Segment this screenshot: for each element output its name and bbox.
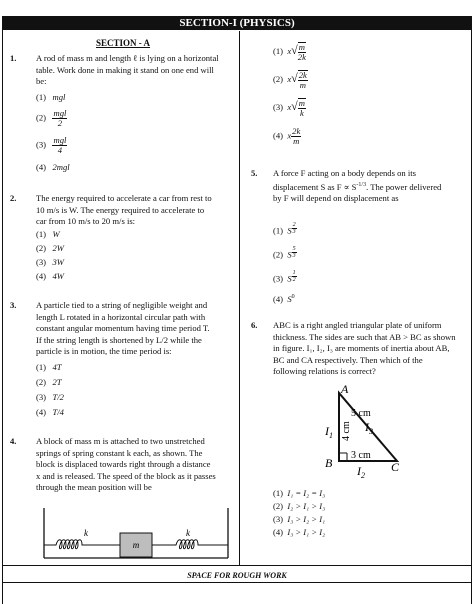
q5-line: by F will depend on displacement as — [273, 192, 399, 203]
q3-number: 3. — [10, 300, 17, 310]
q1-line: table. Work done in making it stand on one end will — [36, 64, 214, 75]
q3-line: length L rotated in a horizontal circular path with — [36, 311, 206, 322]
q5-option-4[interactable]: (4) $S^0$ — [273, 293, 295, 304]
frame-right — [471, 16, 472, 604]
q1-text — [36, 53, 219, 88]
triangle-diagram — [305, 383, 415, 483]
section-header: SECTION-I (PHYSICS) — [2, 16, 472, 30]
q1-option-3[interactable]: (3) $\frac{\text{mgl}}{4}$ — [36, 135, 67, 155]
i2-label: $I_2$ — [357, 464, 365, 480]
q4-line: through the mean position will be — [36, 482, 152, 492]
q6-option-2[interactable]: (2) I₂ > I₁ > I₃ — [273, 501, 326, 511]
q6-line: in figure. I₁, I₂, I₃ are moments of inertia about AB, — [273, 343, 450, 353]
q4-line: block is displaced towards right through a distance — [36, 459, 211, 469]
section-label: SECTION - A — [96, 38, 151, 48]
side-ac-label: 5 cm — [351, 408, 371, 419]
spring-right-label: k — [186, 528, 190, 538]
q3-option-4[interactable]: (4) T/4 — [36, 407, 64, 417]
i1-label: $I_1$ — [325, 424, 333, 440]
q2-option-1[interactable]: (1) W — [36, 229, 60, 239]
q4-text — [36, 436, 216, 494]
q3-line: particle is in motion, the time period is: — [36, 346, 172, 356]
footer-rule-bottom — [2, 582, 472, 583]
frame-left — [2, 16, 3, 604]
q2-line: The energy required to accelerate a car from rest to — [36, 193, 212, 203]
q3-line: A particle tied to a string of negligible weight and — [36, 300, 208, 310]
q3-option-2[interactable]: (2) 2T — [36, 377, 62, 387]
footer-rule-top — [2, 565, 472, 566]
column-divider — [239, 31, 240, 565]
q5-line: displacement S as $F \propto S^{-1/3}$. The power delivered — [273, 181, 442, 192]
q6-option-4[interactable]: (4) I₃ > I₁ > I₂ — [273, 527, 326, 537]
q4-line: springs of spring constant k each, as shown. The — [36, 447, 203, 458]
q6-line: following relations is correct? — [273, 366, 376, 376]
q2-line: car from 10 m/s to 20 m/s is: — [36, 216, 136, 226]
q3-option-1[interactable]: (1) 4T — [36, 362, 62, 372]
q2-number: 2. — [10, 193, 17, 203]
q5-option-3[interactable]: (3) S $^{\frac{1}{2}}$ — [273, 270, 296, 284]
block-mass-label: m — [132, 540, 140, 550]
q4-option-1[interactable]: (1) x√ $\frac{m}{2k}$ — [273, 42, 306, 62]
q2-line: 10 m/s is W. The energy required to accelerate to — [36, 204, 205, 215]
vertex-a-label: A — [341, 383, 349, 396]
q6-option-3[interactable]: (3) I₃ > I₂ > I₁ — [273, 514, 326, 524]
side-bc-label: 3 cm — [351, 450, 371, 461]
q4-option-2[interactable]: (2) x√ $\frac{2k}{m}$ — [273, 70, 307, 90]
q6-line: thickness. The sides are such that AB > BC as shown — [273, 331, 456, 342]
q2-text — [36, 193, 212, 228]
q1-number: 1. — [10, 53, 17, 63]
vertex-b-label: B — [325, 456, 333, 470]
q2-option-3[interactable]: (3) 3W — [36, 257, 64, 267]
q3-line: If the string length is shortened by L/2 while the — [36, 334, 202, 345]
side-ab-label: 4 cm — [341, 421, 352, 441]
q3-line: constant angular momentum having time period T. — [36, 323, 210, 333]
q3-option-3[interactable]: (3) T/2 — [36, 392, 64, 402]
q6-number: 6. — [251, 320, 258, 330]
q6-line: BC and CA respectively. Then which of the — [273, 354, 423, 365]
q6-option-1[interactable]: (1) I₁ = I₂ = I₃ — [273, 488, 326, 498]
q1-option-4[interactable]: (4) 2mgl — [36, 162, 70, 172]
q2-option-4[interactable]: (4) 4W — [36, 271, 64, 281]
spring-left-label: k — [84, 528, 88, 538]
q6-line: ABC is a right angled triangular plate of uniform — [273, 320, 442, 330]
spring-block-diagram — [36, 500, 236, 560]
q5-option-2[interactable]: (2) S $^{\frac{5}{3}}$ — [273, 246, 296, 260]
q1-line: A rod of mass m and length ℓ is lying on a horizontal — [36, 53, 219, 63]
q2-option-2[interactable]: (2) 2W — [36, 243, 64, 253]
q5-text — [273, 168, 441, 204]
q5-number: 5. — [251, 168, 258, 178]
q3-text — [36, 300, 210, 358]
q4-number: 4. — [10, 436, 17, 446]
rough-work-label: SPACE FOR ROUGH WORK — [187, 571, 287, 580]
q1-option-1[interactable]: (1) mgl — [36, 92, 66, 102]
q4-line: x and is released. The speed of the block as it passes — [36, 470, 216, 481]
q5-line: A force F acting on a body depends on its — [273, 168, 416, 178]
q4-option-3[interactable]: (3) x√ $\frac{m}{k}$ — [273, 98, 305, 118]
q1-line: be: — [36, 76, 47, 86]
q6-text — [273, 320, 456, 378]
q1-option-2[interactable]: (2) $\frac{\text{mgl}}{2}$ — [36, 108, 67, 128]
i3-label: $I_3$ — [365, 420, 373, 436]
vertex-c-label: C — [391, 460, 400, 474]
q4-option-4[interactable]: (4) x $\frac{2k}{m}$ — [273, 126, 301, 146]
q4-line: A block of mass m is attached to two unstretched — [36, 436, 205, 446]
q5-option-1[interactable]: (1) S $^{\frac{2}{3}}$ — [273, 222, 296, 236]
